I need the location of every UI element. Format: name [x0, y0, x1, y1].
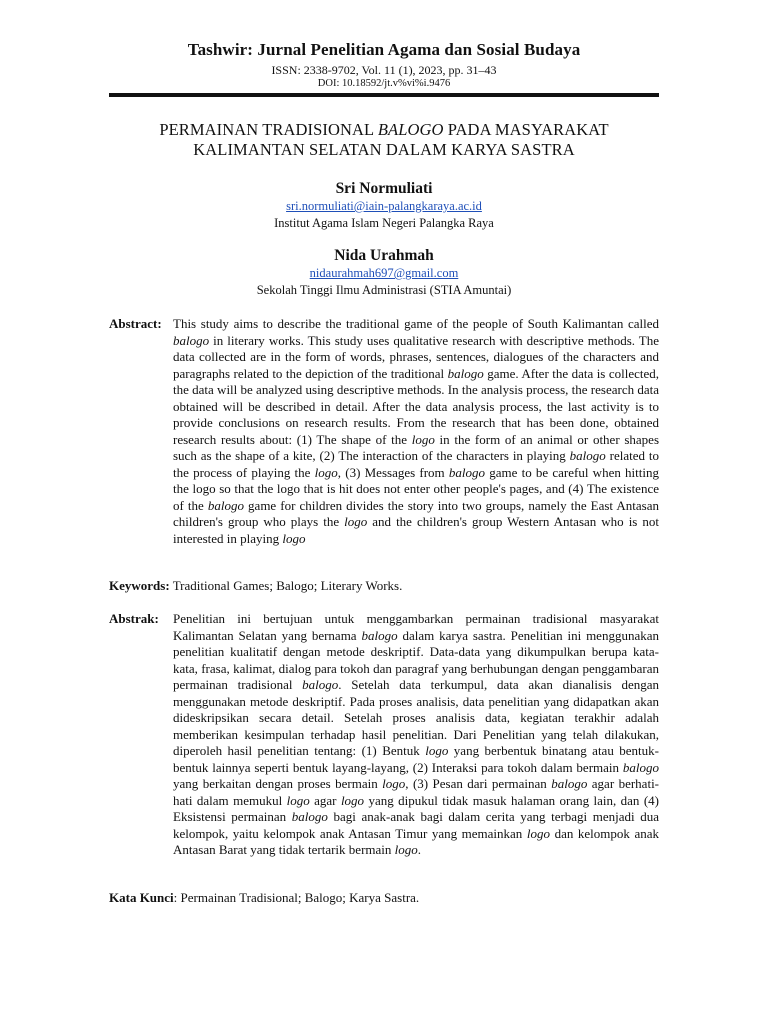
abstract-text — [173, 316, 659, 547]
text-run: , (3) Pesan dari permainan — [405, 776, 552, 791]
italic-term: balogo — [361, 627, 398, 643]
title-italic: BALOGO — [377, 120, 444, 139]
article-title — [80, 120, 688, 160]
text-run: agar berhati-hati dalam memukul — [173, 776, 660, 808]
abstract-label: Abstract: — [109, 316, 162, 331]
journal-title: Tashwir: Jurnal Penelitian Agama dan Sosial Budaya — [187, 40, 581, 59]
italic-term: logo — [425, 743, 449, 758]
italic-term: logo — [286, 792, 310, 808]
issn-line: ISSN: 2338-9702, Vol. 11 (1), 2023, pp. 31–43 — [271, 63, 497, 77]
abstract-text — [173, 611, 659, 859]
keywords-label: Keywords: — [109, 578, 170, 593]
author-affiliation: Institut Agama Islam Negeri Palangka Raya — [274, 216, 494, 230]
author-email-link[interactable]: nidaurahmah697@gmail.com — [309, 266, 459, 280]
italic-term: balogo — [622, 759, 659, 775]
text-run: in the form of an animal or other shapes such as the shape of a kite, (2) The interaction of the characters in playing — [173, 431, 660, 463]
italic-term: balogo — [569, 448, 606, 463]
text-run: and the children's group Western Antasan who is not interested in playing — [173, 514, 659, 546]
text-run: Penelitian ini bertujuan untuk menggambarkan permainan tradisional masyarakat Kalimantan Selatan yang bernama — [173, 611, 659, 643]
italic-term: balogo — [291, 809, 328, 824]
author-email — [0, 199, 768, 214]
italic-term: balogo — [173, 332, 210, 348]
italic-term: balogo — [448, 464, 485, 480]
author-affiliation: Sekolah Tinggi Ilmu Administrasi (STIA Amuntai) — [256, 283, 512, 297]
text-run: game to be careful when hitting the logo so that the logo that is hit does not enter other people's pages, and (4) The existence of the — [173, 464, 660, 513]
abstract-label: Abstrak: — [109, 611, 159, 626]
text-run: game. After the data is collected, the data will be analyzed using descriptive methods. In the analysis process, the research data obtained will be described in detail. After the data analysis process, the last activity is to provide conclusions on research results. From the research that has been done, obtained research results about: (1) The shape of the — [173, 365, 659, 447]
italic-term: logo — [282, 530, 306, 546]
title-part-1: PERMAINAN TRADISIONAL — [159, 120, 378, 139]
text-run: dalam karya sastra. Penelitian ini menggunakan penelitian kualitatif dengan metode deskriptif. Data-data yang dikumpulkan berupa kata-kata, frasa, kalimat, dialog para tokoh dan paragraf yang berhubungan dengan penggambaran permainan tradisional — [173, 627, 659, 692]
text-run: . Setelah data terkumpul, data akan dianalisis dengan menggunakan metode deskriptif. Pada proses analisis, data penelitian yang didapatkan akan dideskripsikan secara detail. Setelah proses analisis data, kegiatan terakhir adalah memberikan kesimpulan terhadap hasil penelitian. Dari Penelitian yang telah dilakukan, diperoleh hasil penelitian tentang: (1) Bentuk — [173, 677, 659, 758]
abstract-english — [109, 316, 659, 547]
keywords-english — [109, 578, 659, 595]
author-email-link[interactable]: sri.normuliati@iain-palangkaraya.ac.id — [286, 199, 482, 213]
italic-term: logo — [394, 842, 418, 857]
italic-term: logo — [411, 431, 435, 447]
author-name: Nida Urahmah — [334, 247, 434, 264]
author-email — [0, 266, 768, 281]
text-run: yang berbentuk binatang atau bentuk-bentuk lainnya seperti bentuk layang-layang, (2) Interaksi para tokoh dalam bermain — [173, 743, 659, 775]
italic-term: balogo — [207, 497, 244, 513]
title-line-2: KALIMANTAN SELATAN DALAM KARYA SASTRA — [193, 140, 575, 159]
abstract-indonesian — [109, 611, 659, 859]
text-run: dan kelompok anak Antasan Barat yang tidak tertarik bermain — [173, 825, 659, 857]
italic-term: balogo — [551, 776, 588, 791]
italic-term: logo — [526, 825, 550, 841]
header-rule — [109, 93, 659, 97]
keywords-label: Kata Kunci — [109, 890, 174, 905]
text-run: game for children divides the story into two groups, namely the East Antasan children's group who plays the — [173, 497, 660, 529]
keywords-text: : Permainan Tradisional; Balogo; Karya Sastra. — [173, 890, 420, 905]
text-run: , (3) Messages from — [337, 464, 449, 480]
text-run: related to the process of playing the — [173, 448, 659, 480]
italic-term: logo — [340, 792, 365, 808]
text-run: bagi anak-anak bagi dalam cerita yang terbagi menjadi dua kelompok, yaitu kelompok anak Antasan Timur yang memainkan — [173, 809, 659, 841]
author-name: Sri Normuliati — [335, 180, 433, 197]
italic-term: logo — [344, 514, 368, 529]
italic-term: balogo — [447, 365, 484, 381]
text-run: yang dipukul tidak masuk halaman orang lain, dan (4) Eksistensi permainan — [173, 792, 660, 824]
italic-term: balogo — [302, 677, 339, 692]
text-run: agar — [309, 792, 341, 808]
text-run: This study aims to describe the traditional game of the people of South Kalimantan called — [173, 316, 659, 331]
title-part-2: PADA MASYARAKAT — [443, 120, 609, 139]
italic-term: logo — [314, 464, 338, 480]
keywords-text: Traditional Games; Balogo; Literary Works. — [172, 578, 403, 593]
text-run: yang berkaitan dengan proses bermain — [173, 776, 383, 791]
text-run: in literary works. This study uses qualitative research with descriptive methods. The data collected are in the form of words, phrases, sentences, dialogues of the characters and paragraphs related to the depiction of the traditional — [173, 332, 659, 381]
text-run: . — [417, 842, 422, 857]
doi-line: DOI: 10.18592/jt.v%vi%i.9476 — [317, 78, 451, 89]
italic-term: logo — [382, 776, 406, 791]
keywords-indonesian — [109, 890, 659, 907]
